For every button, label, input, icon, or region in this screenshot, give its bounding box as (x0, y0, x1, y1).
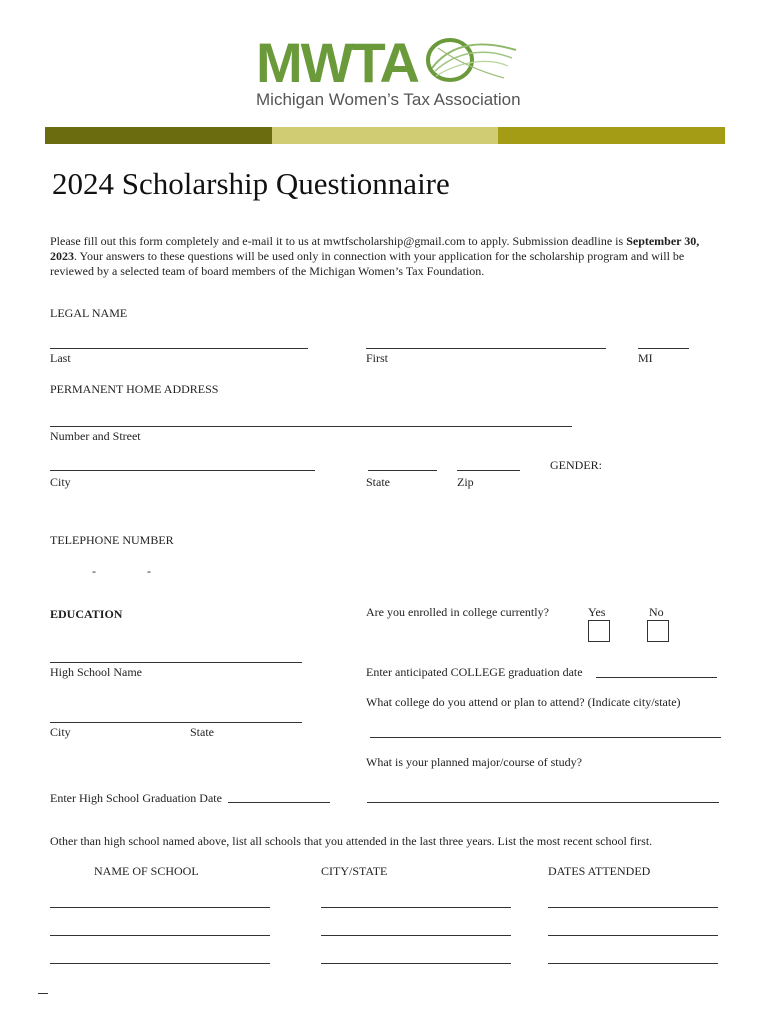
city-field[interactable] (50, 470, 315, 471)
no-checkbox[interactable] (647, 620, 669, 642)
high-school-name-field[interactable] (50, 662, 302, 663)
school-3-name-field[interactable] (50, 963, 270, 964)
footer-mark (38, 993, 48, 994)
hs-city-state-field[interactable] (50, 722, 302, 723)
last-name-field[interactable] (50, 348, 308, 349)
state-label: State (366, 475, 390, 489)
phone-separator-2: - (147, 564, 151, 578)
hs-grad-date-label: Enter High School Graduation Date (50, 791, 222, 805)
zip-field[interactable] (457, 470, 520, 471)
telephone-heading: TELEPHONE NUMBER (50, 533, 174, 547)
phone-separator-1: - (92, 564, 96, 578)
intro-deadline: September 30, 2023 (50, 234, 700, 263)
gender-label: GENDER: (550, 458, 602, 472)
school-2-dates-field[interactable] (548, 935, 718, 936)
intro-text-2: . Your answers to these questions will be used only in connection with your application for the scholarship program and will be reviewed by a selected team of board members of the Michigan Women’s Tax Foundation. (50, 249, 685, 278)
yes-checkbox[interactable] (588, 620, 610, 642)
header-bar-mid (498, 127, 725, 144)
high-school-name-label: High School Name (50, 665, 142, 679)
col-school-name: NAME OF SCHOOL (94, 864, 199, 878)
hs-city-label: City (50, 725, 71, 739)
city-label: City (50, 475, 71, 489)
college-question: What college do you attend or plan to attend? (Indicate city/state) (366, 695, 681, 709)
school-2-city-field[interactable] (321, 935, 511, 936)
logo-swirl-icon (412, 32, 522, 88)
school-1-city-field[interactable] (321, 907, 511, 908)
intro-text-1: Please fill out this form completely and e-mail it to us at mwtfscholarship@gmail.com to apply. Submission deadline is (50, 234, 627, 248)
header-bar-dark (45, 127, 272, 144)
mi-field[interactable] (638, 348, 689, 349)
schools-instruction: Other than high school named above, list all schools that you attended in the last three years. List the most recent school first. (50, 834, 653, 848)
logo-org-name: Michigan Women’s Tax Association (256, 90, 521, 109)
school-1-dates-field[interactable] (548, 907, 718, 908)
address-heading: PERMANENT HOME ADDRESS (50, 382, 219, 396)
col-dates-attended: DATES ATTENDED (548, 864, 651, 878)
first-name-field[interactable] (366, 348, 606, 349)
major-question: What is your planned major/course of study? (366, 755, 582, 769)
school-3-city-field[interactable] (321, 963, 511, 964)
no-label: No (649, 605, 664, 619)
last-label: Last (50, 351, 71, 365)
school-1-name-field[interactable] (50, 907, 270, 908)
education-heading: EDUCATION (50, 607, 123, 621)
logo-wordmark: MWTA (256, 31, 418, 94)
major-field[interactable] (367, 802, 719, 803)
state-field[interactable] (368, 470, 437, 471)
college-field[interactable] (370, 737, 721, 738)
school-2-name-field[interactable] (50, 935, 270, 936)
first-label: First (366, 351, 389, 365)
col-city-state: CITY/STATE (321, 864, 388, 878)
header-bar-light (272, 127, 498, 144)
street-label: Number and Street (50, 429, 141, 443)
legal-name-heading: LEGAL NAME (50, 306, 128, 320)
intro-paragraph (50, 234, 710, 279)
mi-label: MI (638, 351, 653, 365)
hs-grad-date-field[interactable] (228, 802, 330, 803)
college-grad-date-question: Enter anticipated COLLEGE graduation date (366, 665, 583, 679)
page-title: 2024 Scholarship Questionnaire (52, 166, 450, 201)
enrolled-question: Are you enrolled in college currently? (366, 605, 549, 619)
yes-label: Yes (588, 605, 606, 619)
school-3-dates-field[interactable] (548, 963, 718, 964)
college-grad-date-field[interactable] (596, 677, 717, 678)
hs-state-label: State (190, 725, 214, 739)
zip-label: Zip (457, 475, 474, 489)
street-field[interactable] (50, 426, 572, 427)
